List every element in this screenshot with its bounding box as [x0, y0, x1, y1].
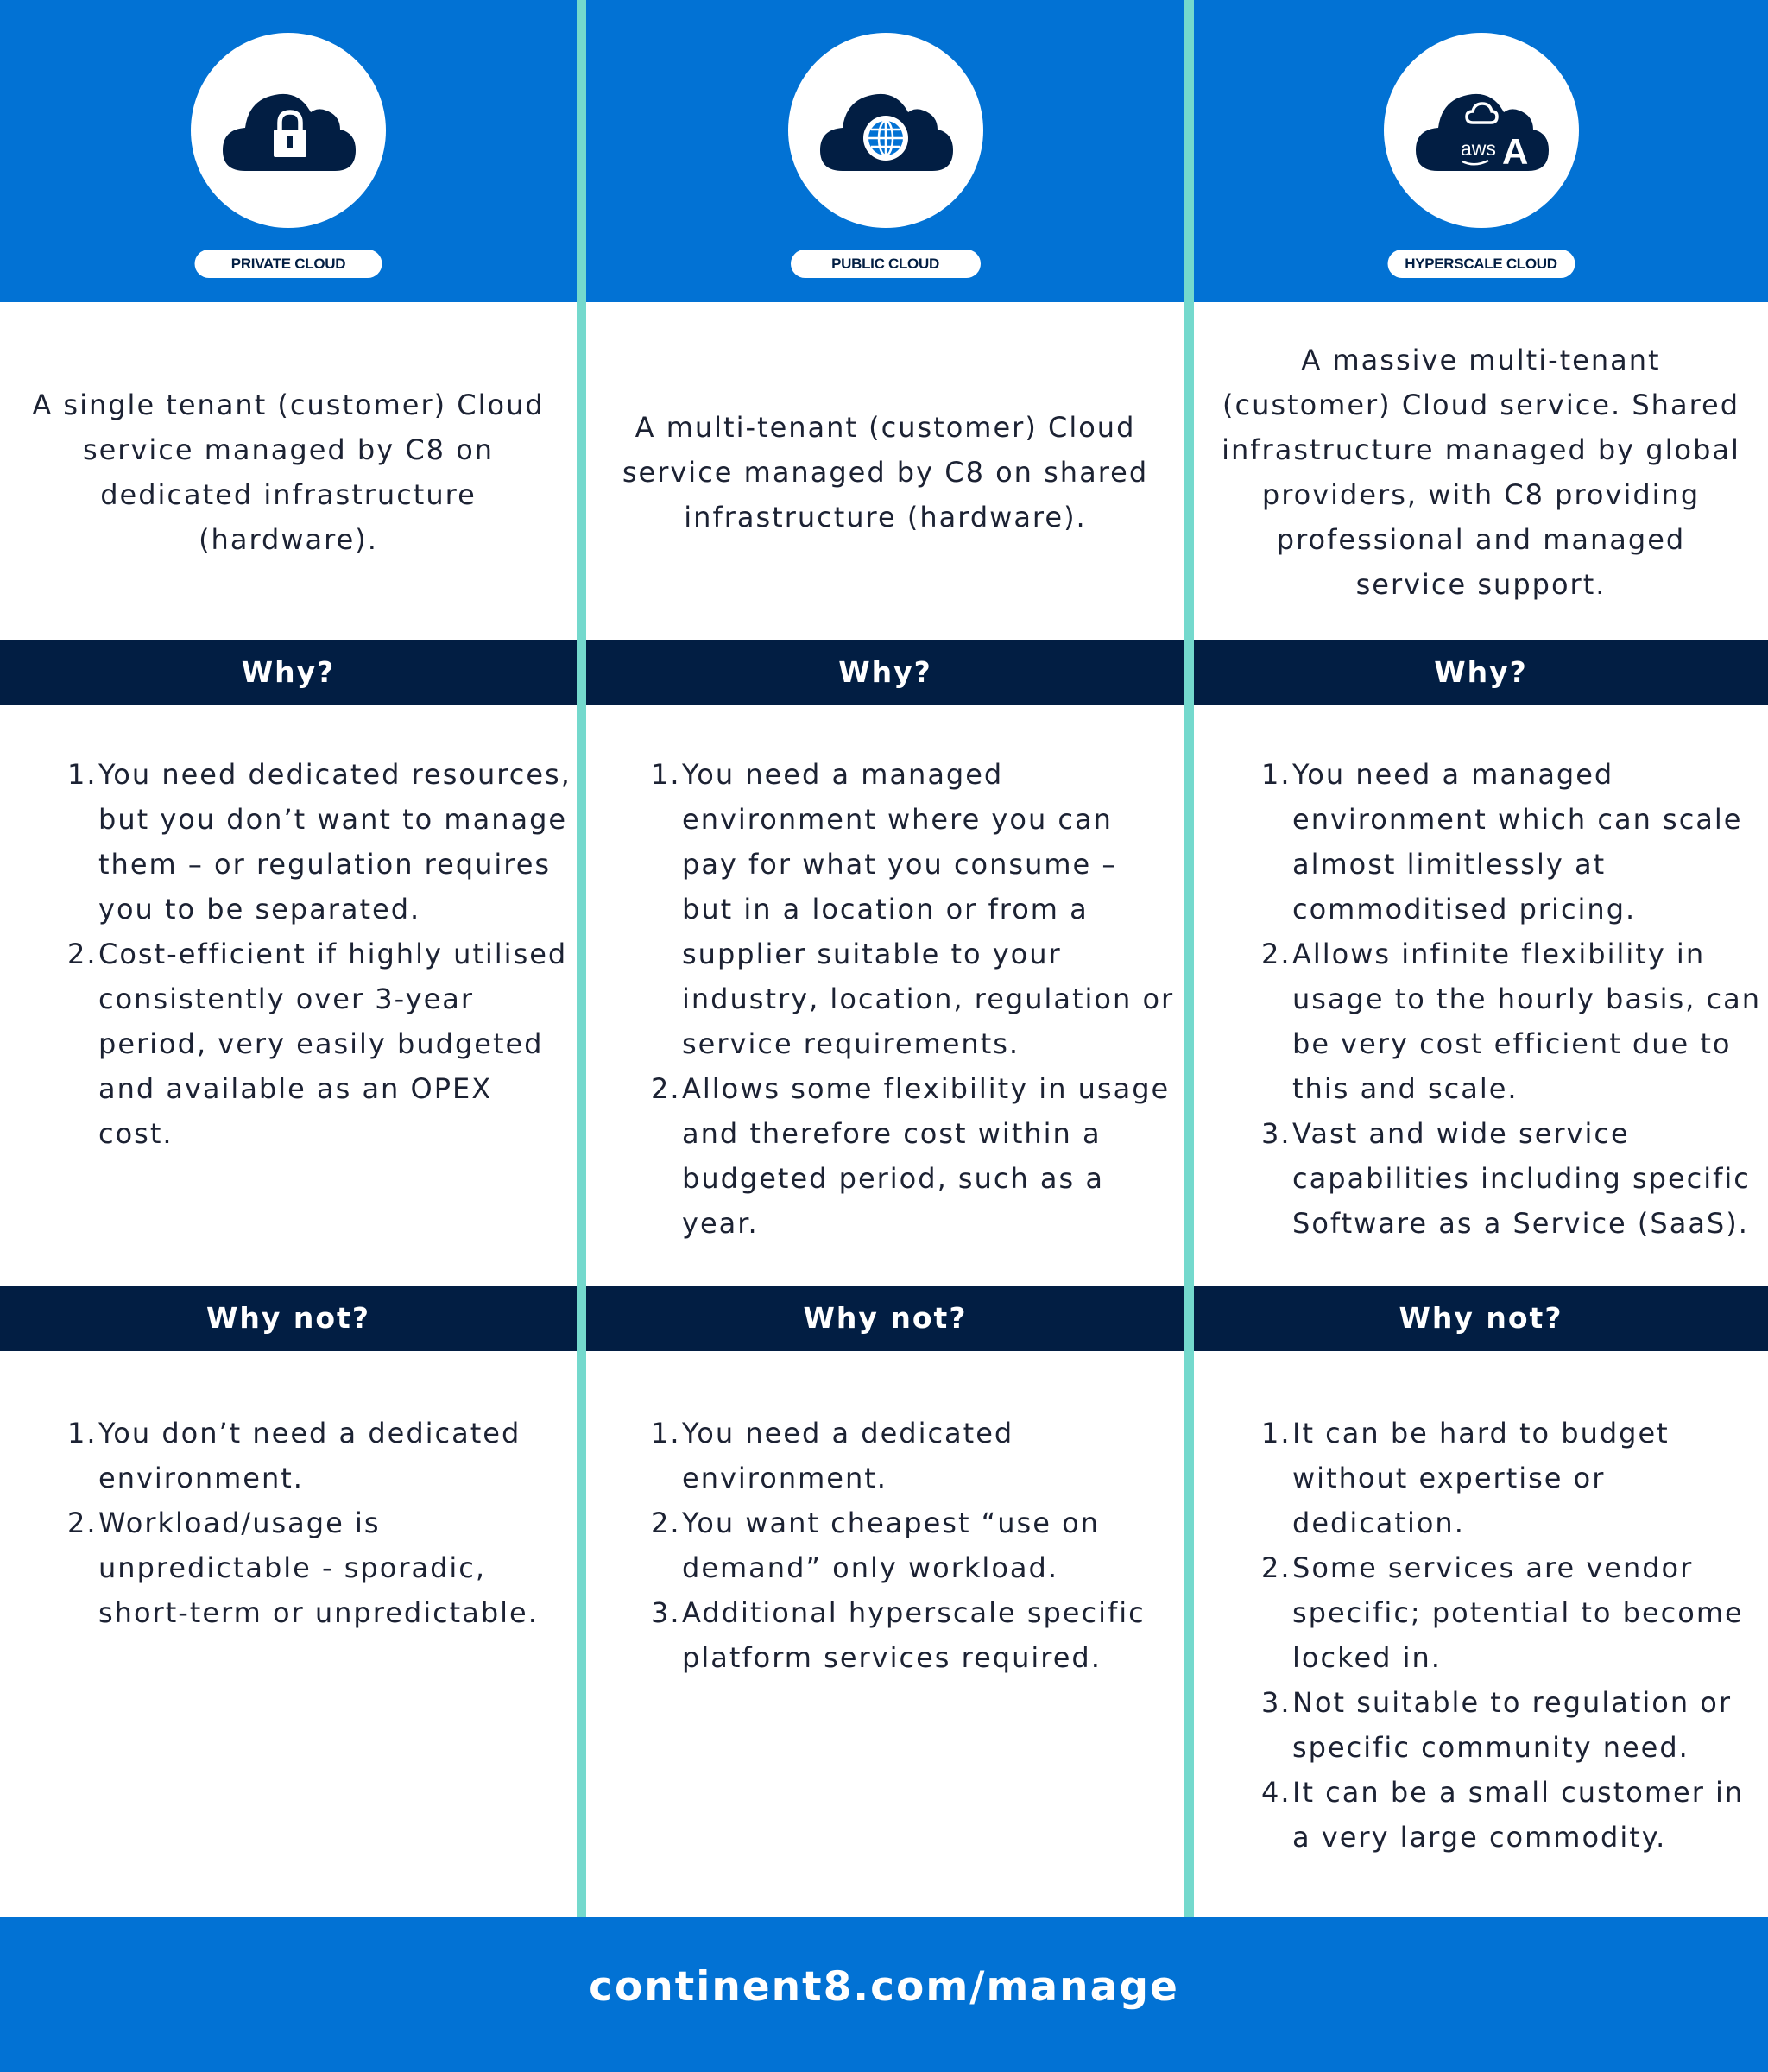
column-public-cloud	[586, 0, 1184, 1917]
icon-circle	[191, 33, 386, 228]
cloud-globe-icon	[817, 74, 955, 186]
list-item: 1. You need a managed environment which can scale almost limitlessly at commoditised pricing.	[1261, 758, 1743, 925]
why-not-heading: Why not?	[1399, 1301, 1563, 1335]
cloud-aws-azure-icon	[1412, 74, 1550, 186]
icon-circle	[1384, 33, 1579, 228]
svg-text:aws: aws	[1460, 137, 1496, 160]
list-item: 2. Allows infinite flexibility in usage to the hourly basis, can be very cost efficient due to this and scale.	[1261, 938, 1761, 1105]
footer-url-link[interactable]: continent8.com/manage	[589, 1963, 1179, 2011]
list-item: 2. You want cheapest “use on demand” only workload.	[651, 1507, 1100, 1584]
why-not-heading: Why not?	[803, 1301, 968, 1335]
list-item: 1. You need a dedicated environment.	[651, 1417, 1014, 1494]
why-list	[1261, 752, 1765, 1246]
cloud-type-label: PRIVATE CLOUD	[195, 250, 382, 278]
list-item: 4. It can be a small customer in a very large commodity.	[1261, 1776, 1745, 1854]
icon-circle	[788, 33, 983, 228]
list-item: 2. Cost-efficient if highly utilised consistently over 3-year period, very easily budgeted and available as an OPEX cost.	[67, 938, 568, 1150]
why-heading: Why?	[838, 655, 932, 689]
list-item: 1. You need a managed environment where you can pay for what you consume – but in a location or from a supplier suitable to your industry, location, regulation or service requirements.	[651, 758, 1175, 1060]
why-heading: Why?	[241, 655, 336, 689]
list-item: 3. Not suitable to regulation or specific community need.	[1261, 1686, 1733, 1764]
why-not-list	[1261, 1411, 1765, 1860]
list-item: 2. Allows some flexibility in usage and therefore cost within a budgeted period, such as a year.	[651, 1072, 1171, 1240]
list-item: 2. Some services are vendor specific; potential to become locked in.	[1261, 1551, 1744, 1674]
column-divider	[1184, 0, 1194, 1917]
list-item: 3. Additional hyperscale specific platform services required.	[651, 1596, 1146, 1674]
why-not-heading: Why not?	[206, 1301, 370, 1335]
cloud-description: A massive multi-tenant (customer) Cloud service. Shared infrastructure managed by global providers, with C8 providing professional and managed service support.	[1222, 344, 1740, 601]
why-heading: Why?	[1434, 655, 1528, 689]
cloud-lock-icon	[219, 74, 357, 186]
svg-text:A: A	[1501, 131, 1528, 172]
why-not-list	[67, 1411, 577, 1635]
cloud-type-label: PUBLIC CLOUD	[791, 250, 981, 278]
column-hyperscale-cloud	[1194, 0, 1768, 1917]
list-item: 1. It can be hard to budget without expertise or dedication.	[1261, 1417, 1670, 1539]
list-item: 1. You need dedicated resources, but you don’t want to manage them – or regulation requires you to be separated.	[67, 758, 571, 925]
why-list	[67, 752, 577, 1156]
cloud-type-label: HYPERSCALE CLOUD	[1387, 250, 1575, 278]
list-item: 1. You don’t need a dedicated environment.	[67, 1417, 521, 1494]
column-private-cloud	[0, 0, 577, 1917]
why-list	[651, 752, 1178, 1246]
list-item: 3. Vast and wide service capabilities including specific Software as a Service (SaaS).	[1261, 1117, 1751, 1240]
column-divider	[577, 0, 586, 1917]
why-not-list	[651, 1411, 1178, 1680]
cloud-description: A single tenant (customer) Cloud service managed by C8 on dedicated infrastructure (hardware).	[32, 388, 545, 556]
list-item: 2. Workload/usage is unpredictable - sporadic, short-term or unpredictable.	[67, 1507, 539, 1629]
cloud-description: A multi-tenant (customer) Cloud service managed by C8 on shared infrastructure (hardware).	[622, 411, 1149, 534]
